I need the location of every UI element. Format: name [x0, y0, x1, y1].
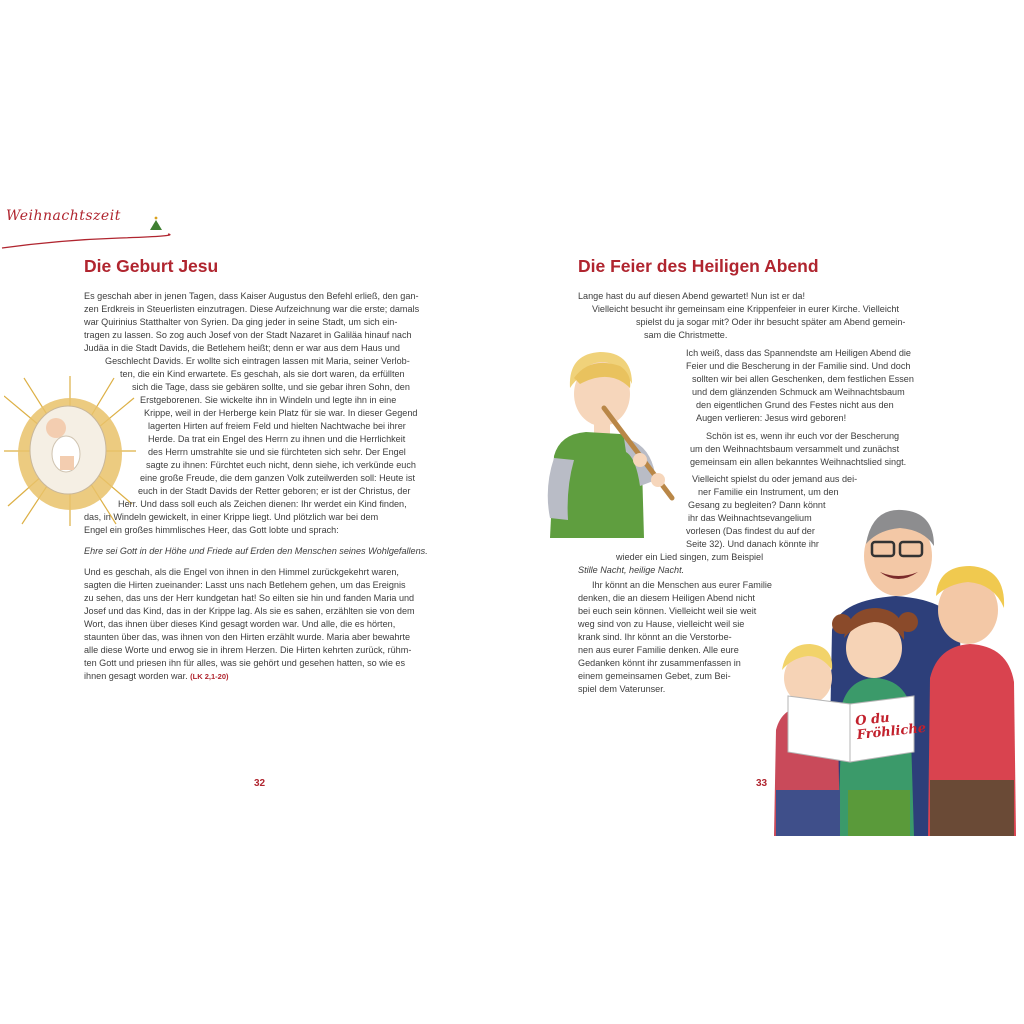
text-line: ner Familie ein Instrument, um den: [698, 487, 839, 497]
text-line: ihnen gesagt worden war.: [84, 671, 188, 681]
text-line: Vielleicht spielst du oder jemand aus dei-: [692, 474, 858, 484]
text-line: den eigentlichen Grund des Festes nicht aus den: [696, 400, 894, 410]
text-line: zen Erdkreis in Steuerlisten einzutragen. Diese Aufzeichnung war die erste; damals: [84, 304, 420, 314]
text-line: war Quirinius Statthalter von Syrien. Da ging jeder in seine Stadt, um sich ein-: [84, 317, 398, 327]
text-line: einem gemeinsamen Gebet, zum Bei-: [578, 671, 731, 681]
text-line: Gesang zu begleiten? Dann könnt: [688, 500, 826, 510]
text-line: tragen zu lassen. So zog auch Josef von der Stadt Nazaret in Galiläa hinauf nach: [84, 330, 412, 340]
text-line: das, in Windeln gewickelt, in einer Krippe liegt. Und plötzlich war bei dem: [84, 512, 379, 522]
text-line: um den Weihnachtsbaum versammelt und zunächst: [690, 444, 900, 454]
text-line: zu sehen, das uns der Herr kundgetan hat! So eilten sie hin und fanden Maria und: [84, 593, 415, 603]
text-line: Josef und das Kind, das in der Krippe lag. Als sie es sahen, erzählten sie von dem: [84, 606, 415, 616]
text-line: Erstgeborenen. Sie wickelte ihn in Windeln und legte ihn in eine: [140, 395, 397, 405]
text-line: des Herrn umstrahlte sie und sie fürchteten sich sehr. Der Engel: [148, 447, 406, 457]
text-line: sam die Christmette.: [644, 330, 728, 340]
text-line: Feier und die Bescherung in der Familie sind. Und doch: [686, 361, 911, 371]
text-line: sich die Tage, dass sie gebären sollte, und sie gebar ihren Sohn, den: [132, 382, 410, 392]
family-singing-illustration: [768, 500, 1018, 836]
songbook-text: O du Fröhliche: [854, 710, 927, 744]
text-line: weg sind von zu Hause, vielleicht weil sie: [578, 619, 745, 629]
text-line: eine große Freude, die dem ganzen Volk zuteilwerden soll: Heute ist: [140, 473, 415, 483]
text-line: Und es geschah, als die Engel von ihnen in den Himmel zurückgekehrt waren,: [84, 567, 399, 577]
text-line: ten, die ein Kind erwartete. Es geschah, als sie dort waren, da erfüllten: [120, 369, 405, 379]
text-line: Augen verlieren: Jesus wird geboren!: [696, 413, 847, 423]
text-line: sagten die Hirten zueinander: Lasst uns nach Betlehem gehen, um das Ereignis: [84, 580, 406, 590]
song-title: Stille Nacht, heilige Nacht.: [578, 565, 685, 575]
text-line: ten Gott und priesen ihn für alles, was sie gehört und gesehen hatten, so wie es: [84, 658, 406, 668]
text-line: euch in der Stadt Davids der Retter geboren; er ist der Christus, der: [138, 486, 411, 496]
text-line: sagte zu ihnen: Fürchtet euch nicht, denn siehe, ich verkünde euch: [146, 460, 416, 470]
text-line: bei euch sein können. Vielleicht weil sie weit: [578, 606, 757, 616]
text-line: vorlesen (Das findest du auf der: [686, 526, 815, 536]
text-line: krank sind. Ihr könnt an die Verstorbe-: [578, 632, 732, 642]
text-line: Geschlecht Davids. Er wollte sich eintragen lassen mit Maria, seiner Verlob-: [105, 356, 410, 366]
text-line: alle diese Worte und erwog sie in ihrem Herzen. Die Hirten kehrten zurück, rühm-: [84, 645, 412, 655]
text-line: staunten über das, was ihnen von den Hirten erzählt wurde. Maria aber bewahrte: [84, 632, 411, 642]
text-line: Herr. Und dass soll euch als Zeichen dienen: Ihr werdet ein Kind finden,: [118, 499, 407, 509]
text-line: denken, die an diesem Heiligen Abend nicht: [578, 593, 755, 603]
text-line: Seite 32). Und danach könnte ihr: [686, 539, 819, 549]
quote-line: Ehre sei Gott in der Höhe und Friede auf Erden den Menschen seines Wohlgefallens.: [84, 546, 428, 556]
text-line: spiel dem Vaterunser.: [578, 684, 666, 694]
text-line: Engel ein großes himmlisches Heer, das Gott lobte und sprach:: [84, 525, 339, 535]
text-line: Judäa in die Stadt Davids, die Betlehem heißt; denn er war aus dem Haus und: [84, 343, 400, 353]
text-line: Herde. Da trat ein Engel des Herrn zu ihnen und die Herrlichkeit: [148, 434, 406, 444]
text-line: nen aus eurer Familie denken. Alle eure: [578, 645, 739, 655]
right-page: [512, 0, 1024, 1024]
text-line: lagerten Hirten auf freiem Feld und hielten Nachtwache bei ihrer: [148, 421, 406, 431]
text-line: sollten wir bei allen Geschenken, dem festlichen Essen: [692, 374, 914, 384]
page-title: Die Geburt Jesu: [84, 256, 219, 276]
text-line: Ich weiß, dass das Spannendste am Heiligen Abend die: [686, 348, 911, 358]
page-number-left: 32: [254, 778, 266, 789]
text-line: und dem glänzenden Schmuck am Weihnachtsbaum: [692, 387, 905, 397]
text-line: spielst du ja sogar mit? Oder ihr besucht später am Abend gemein-: [636, 317, 906, 327]
text-line-last: [84, 670, 229, 683]
section-label: Weihnachtszeit: [6, 208, 121, 224]
bible-reference: (LK 2,1-20): [190, 672, 229, 681]
text-line: Ihr könnt an die Menschen aus eurer Familie: [592, 580, 772, 590]
text-line: Schön ist es, wenn ihr euch vor der Bescherung: [706, 431, 900, 441]
page-number-right: 33: [756, 778, 768, 789]
manger-illustration: [4, 376, 136, 526]
text-line: Vielleicht besucht ihr gemeinsam eine Krippenfeier in eurer Kirche. Vielleicht: [592, 304, 899, 314]
text-line: Gedanken könnt ihr zusammenfassen in: [578, 658, 741, 668]
text-line: Krippe, weil in der Herberge kein Platz für sie war. In dieser Gegend: [144, 408, 418, 418]
text-line: ihr das Weihnachtsevangelium: [688, 513, 812, 523]
text-line: Wort, das ihnen über dieses Kind gesagt worden war. Und alle, die es hörten,: [84, 619, 396, 629]
text-line: gemeinsam ein allen bekanntes Weihnachtslied singt.: [690, 457, 907, 467]
text-line: Lange hast du auf diesen Abend gewartet! Nun ist er da!: [578, 291, 805, 301]
text-line: Es geschah aber in jenen Tagen, dass Kaiser Augustus den Befehl erließ, den gan-: [84, 291, 419, 301]
boy-with-flute-illustration: [540, 348, 690, 538]
text-line: wieder ein Lied singen, zum Beispiel: [616, 552, 764, 562]
page-title: Die Feier des Heiligen Abend: [578, 256, 819, 276]
